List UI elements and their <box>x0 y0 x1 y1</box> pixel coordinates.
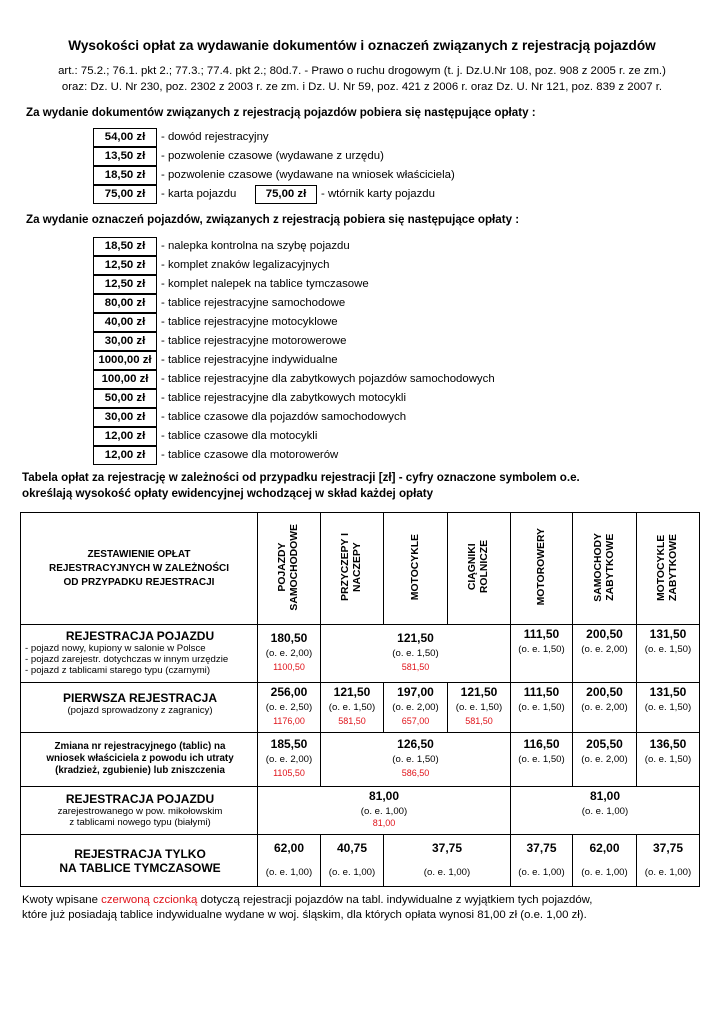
fee-description: - tablice rejestracyjne dla zabytkowych pojazdów samochodowych <box>161 373 495 385</box>
footer-text: Kwoty wpisane <box>22 894 102 906</box>
fee-cell <box>321 835 384 887</box>
fee-amount: 12,50 zł <box>93 256 157 275</box>
individual-plates-fee: 581,50 <box>465 716 493 726</box>
fee-description: - tablice czasowe dla pojazdów samochodowych <box>161 411 407 423</box>
documents-heading: Za wydanie dokumentów związanych z rejestracją pojazdów pobiera się następujące opłaty : <box>26 106 536 119</box>
row-title: REJESTRACJA POJAZDU <box>65 792 215 806</box>
fee-value: 37,75 <box>431 841 463 855</box>
table-row <box>21 787 700 835</box>
fee-value: 116,50 <box>523 737 560 751</box>
registration-fee-note: (o. e. 2,00) <box>265 754 313 765</box>
marking-fee-row <box>93 408 406 426</box>
registration-fee-note: (o. e. 1,50) <box>518 754 565 765</box>
col-header-line: SAMOCHODY <box>592 532 604 602</box>
fee-cell <box>258 683 321 733</box>
col-header-line: MOTOROWERY <box>535 528 547 606</box>
footer-line-1 <box>22 893 592 908</box>
fee-description-duplicate: - wtórnik karty pojazdu <box>321 188 435 200</box>
table-note-line-2: określają wysokość opłaty ewidencyjnej wchodzącej w skład każdej opłaty <box>22 487 434 500</box>
registration-fee-note: (o. e. 1,50) <box>644 754 692 765</box>
fee-cell <box>448 683 511 733</box>
fee-value: 205,50 <box>586 737 623 751</box>
col-header-line: ROLNICZE <box>479 540 490 594</box>
registration-fee-note: (o. e. 1,50) <box>455 702 503 713</box>
col-header-trailers <box>321 513 384 625</box>
registration-fee-note: (o. e. 1,00) <box>581 867 628 878</box>
fee-cell <box>511 733 573 787</box>
document-fee-row <box>93 185 435 203</box>
fee-cell <box>637 835 700 887</box>
row-label <box>21 625 258 683</box>
fee-description: - tablice czasowe dla motorowerów <box>161 449 339 461</box>
col-header-line: CIĄGNIKI <box>467 543 478 591</box>
document-fee-row <box>93 166 455 184</box>
fee-cell <box>511 683 573 733</box>
row-title: (kradzież, zgubienie) lub zniszczenia <box>55 765 225 776</box>
table-row <box>21 835 700 887</box>
row-title: PIERWSZA REJESTRACJA <box>62 691 218 705</box>
fee-cell <box>321 733 511 787</box>
row-subtitle: - pojazd z tablicami starego typu (czarnymi) <box>25 665 211 676</box>
fee-value: 111,50 <box>523 627 560 641</box>
marking-fee-row <box>93 427 317 445</box>
fee-amount: 30,00 zł <box>93 332 157 351</box>
legal-basis-line-2: oraz: Dz. U. Nr 230, poz. 2302 z 2003 r. ze zm. i Dz. U. Nr 59, poz. 421 z 2006 r. oraz Dz. U. Nr 121, poz. 839 z 2007 r. <box>61 81 663 93</box>
registration-fee-note: (o. e. 2,00) <box>265 648 313 659</box>
fee-value: 111,50 <box>523 685 560 699</box>
fee-value: 37,75 <box>652 841 684 855</box>
table-note-line-1: Tabela opłat za rejestrację w zależności od przypadku rejestracji [zł] - cyfry oznaczone symbolem o.e. <box>22 471 580 484</box>
individual-plates-fee: 657,00 <box>401 716 430 726</box>
marking-fee-row <box>93 370 495 388</box>
fee-value: 131,50 <box>649 685 687 699</box>
fee-value: 180,50 <box>270 631 308 645</box>
col-header-vintage-motorcycles <box>637 513 700 625</box>
marking-fee-row <box>93 446 338 464</box>
registration-fee-note: (o. e. 1,50) <box>392 754 439 765</box>
fee-amount: 12,50 zł <box>93 275 157 294</box>
fee-amount: 12,00 zł <box>93 427 157 446</box>
row-label <box>21 733 258 787</box>
footer-red-text: czerwoną czcionką <box>101 894 198 906</box>
table-note <box>22 470 580 502</box>
registration-fee-note: (o. e. 1,00) <box>360 806 408 817</box>
registration-fee-note: (o. e. 2,00) <box>581 754 628 765</box>
col-header-line: ZABYTKOWE <box>668 533 679 601</box>
fee-amount: 12,00 zł <box>93 446 157 465</box>
col-header-line: MOTOCYKLE <box>409 533 421 601</box>
fee-description: - tablice czasowe dla motocykli <box>161 430 318 442</box>
row-title: REJESTRACJA POJAZDU <box>65 629 215 643</box>
fee-cell <box>384 683 448 733</box>
registration-fee-note: (o. e. 2,50) <box>265 702 313 713</box>
registration-fee-note: (o. e. 1,50) <box>392 648 439 659</box>
row-subtitle: zarejestrowanego w pow. mikołowskim <box>57 806 223 817</box>
marking-fee-row <box>93 313 338 331</box>
fee-amount: 54,00 zł <box>93 128 157 147</box>
row-title: NA TABLICE TYMCZASOWE <box>59 861 221 875</box>
marking-fee-row <box>93 237 350 255</box>
fee-cell <box>573 733 637 787</box>
fee-cell <box>258 625 321 683</box>
registration-fee-note: (o. e. 1,50) <box>328 702 376 713</box>
row-title: Zmiana nr rejestracyjnego (tablic) na <box>54 741 226 752</box>
fee-cell <box>573 625 637 683</box>
fee-cell <box>258 835 321 887</box>
row-title: wniosek właściciela z powodu ich utraty <box>46 753 234 764</box>
individual-plates-fee: 581,50 <box>401 662 430 672</box>
fee-description: - pozwolenie czasowe (wydawane z urzędu) <box>161 150 384 162</box>
fee-description: - tablice rejestracyjne motorowerowe <box>161 335 347 347</box>
fee-amount: 13,50 zł <box>93 147 157 166</box>
fee-value: 197,00 <box>397 685 434 699</box>
row-subtitle: z tablicami nowego typu (białymi) <box>69 817 211 828</box>
col-header-mopeds <box>511 513 573 625</box>
table-row <box>21 625 700 683</box>
col-header-line: MOTOCYKLE <box>656 533 667 601</box>
col-header-line: SAMOCHODOWE <box>289 523 300 611</box>
row-subtitle: (pojazd sprowadzony z zagranicy) <box>67 705 213 716</box>
fee-amount: 18,50 zł <box>93 237 157 256</box>
fee-value: 81,00 <box>368 789 400 803</box>
registration-fee-note: (o. e. 2,00) <box>581 644 628 655</box>
individual-plates-fee: 581,50 <box>338 716 366 726</box>
fee-cell <box>258 733 321 787</box>
col-header-line: ZABYTKOWE <box>604 533 616 601</box>
fee-cell <box>511 625 573 683</box>
marking-fee-row <box>93 332 347 350</box>
row-label <box>21 683 258 733</box>
row-subtitle: - pojazd zarejestr. dotychczas w innym urzędzie <box>25 654 229 665</box>
fee-value: 136,50 <box>649 737 687 751</box>
registration-fee-note: (o. e. 1,50) <box>644 644 692 655</box>
col-header-tractors <box>448 513 511 625</box>
marking-fee-row <box>93 275 369 293</box>
fee-amount: 18,50 zł <box>93 166 157 185</box>
fee-description: - dowód rejestracyjny <box>161 131 269 143</box>
fee-cell <box>321 683 384 733</box>
registration-fee-note: (o. e. 1,00) <box>328 867 376 878</box>
col-header-vintage-cars <box>573 513 637 625</box>
fee-amount: 75,00 zł <box>93 185 157 204</box>
footer-line-2: które już posiadają tablice indywidualne wydane w woj. śląskim, dla których opłata wynosi 81,00 zł (o.e. 1,00 zł). <box>22 909 587 921</box>
row-label <box>21 835 258 887</box>
registration-fee-note: (o. e. 2,00) <box>581 702 628 713</box>
row-label <box>21 787 258 835</box>
registration-fee-note: (o. e. 1,00) <box>265 867 313 878</box>
fee-cell <box>637 733 700 787</box>
fee-value: 81,00 <box>589 789 621 803</box>
fee-description: - komplet znaków legalizacyjnych <box>161 259 330 271</box>
fee-value: 40,75 <box>336 841 368 855</box>
footer-note <box>22 893 592 923</box>
fee-cell <box>637 625 700 683</box>
legal-basis-line-1: art.: 75.2.; 76.1. pkt 2.; 77.3.; 77.4. pkt 2.; 80d.7. - Prawo o ruchu drogowym (t. j. Dz.U.Nr 108, poz. 908 z 2005 r. ze zm.) <box>58 65 666 77</box>
registration-fee-note: (o. e. 1,50) <box>518 644 565 655</box>
registration-fee-table <box>20 512 700 887</box>
registration-fee-note: (o. e. 1,50) <box>518 702 565 713</box>
fee-cell <box>511 835 573 887</box>
fee-amount: 80,00 zł <box>93 294 157 313</box>
fee-description: - karta pojazdu <box>161 188 237 200</box>
col-header-line: POJAZDY <box>277 542 288 592</box>
fee-value: 200,50 <box>586 685 623 699</box>
fee-value: 121,50 <box>397 631 434 645</box>
footer-text: dotyczą rejestracji pojazdów na tabl. indywidualne z wyjątkiem tych pojazdów, <box>197 894 593 906</box>
fee-description: - komplet nalepek na tablice tymczasowe <box>161 278 369 290</box>
fee-value: 121,50 <box>333 685 371 699</box>
row-title: REJESTRACJA TYLKO <box>74 847 206 861</box>
marking-fee-row <box>93 389 406 407</box>
fee-cell <box>573 835 637 887</box>
individual-plates-fee: 1100,50 <box>273 662 305 672</box>
table-header-row <box>21 513 700 625</box>
fee-value: 185,50 <box>270 737 308 751</box>
individual-plates-fee: 586,50 <box>401 768 430 778</box>
registration-fee-note: (o. e. 2,00) <box>392 702 439 713</box>
fee-description: - pozwolenie czasowe (wydawane na wniosek właściciela) <box>161 169 455 181</box>
fee-value: 62,00 <box>273 841 305 855</box>
document-fee-row <box>93 128 269 146</box>
fee-value: 256,00 <box>270 685 308 699</box>
table-row <box>21 683 700 733</box>
fee-cell <box>321 625 511 683</box>
registration-fee-note: (o. e. 1,50) <box>644 702 692 713</box>
registration-fee-note: (o. e. 1,00) <box>644 867 692 878</box>
page-title: Wysokości opłat za wydawanie dokumentów i oznaczeń związanych z rejestracją pojazdów <box>68 38 656 53</box>
col-header-line: NACZEPY <box>352 542 363 592</box>
fee-value: 200,50 <box>586 627 623 641</box>
fee-description: - tablice rejestracyjne indywidualne <box>161 354 338 366</box>
marking-fee-row <box>93 351 338 369</box>
individual-plates-fee: 1176,00 <box>273 716 305 726</box>
individual-plates-fee: 81,00 <box>372 818 396 828</box>
fee-amount: 40,00 zł <box>93 313 157 332</box>
table-row <box>21 733 700 787</box>
fee-value: 62,00 <box>589 841 620 855</box>
table-header-main: ZESTAWIENIE OPŁAT REJESTRACYJNYCH W ZALEŻNOŚCI OD PRZYPADKU REJESTRACJI <box>21 513 258 625</box>
fee-description: - tablice rejestracyjne dla zabytkowych motocykli <box>161 392 406 404</box>
document-fee-row <box>93 147 384 165</box>
fee-value: 37,75 <box>526 841 557 855</box>
col-header-motorcycles <box>384 513 448 625</box>
fee-value: 131,50 <box>649 627 687 641</box>
fee-amount: 30,00 zł <box>93 408 157 427</box>
fee-cell <box>637 683 700 733</box>
col-header-line: PRZYCZEPY I <box>340 533 351 601</box>
marking-fee-row <box>93 294 345 312</box>
fee-value: 121,50 <box>460 685 498 699</box>
fee-cell <box>384 835 511 887</box>
fee-amount: 50,00 zł <box>93 389 157 408</box>
registration-fee-note: (o. e. 1,00) <box>518 867 565 878</box>
fee-amount: 1000,00 zł <box>93 351 157 370</box>
fee-amount-duplicate: 75,00 zł <box>255 185 317 204</box>
registration-fee-note: (o. e. 1,00) <box>423 867 471 878</box>
fee-description: - tablice rejestracyjne motocyklowe <box>161 316 338 328</box>
fee-cell <box>511 787 700 835</box>
individual-plates-fee: 1105,50 <box>273 768 305 778</box>
fee-value: 126,50 <box>397 737 434 751</box>
markings-heading: Za wydanie oznaczeń pojazdów, związanych z rejestracją pobiera się następujące opłaty : <box>26 213 520 226</box>
marking-fee-row <box>93 256 329 274</box>
fee-cell <box>258 787 511 835</box>
fee-cell <box>573 683 637 733</box>
fee-description: - tablice rejestracyjne samochodowe <box>161 297 346 309</box>
fee-amount: 100,00 zł <box>93 370 157 389</box>
col-header-cars <box>258 513 321 625</box>
fee-description: - nalepka kontrolna na szybę pojazdu <box>161 240 350 252</box>
row-subtitle: - pojazd nowy, kupiony w salonie w Polsce <box>25 643 206 654</box>
registration-fee-note: (o. e. 1,00) <box>581 806 629 817</box>
